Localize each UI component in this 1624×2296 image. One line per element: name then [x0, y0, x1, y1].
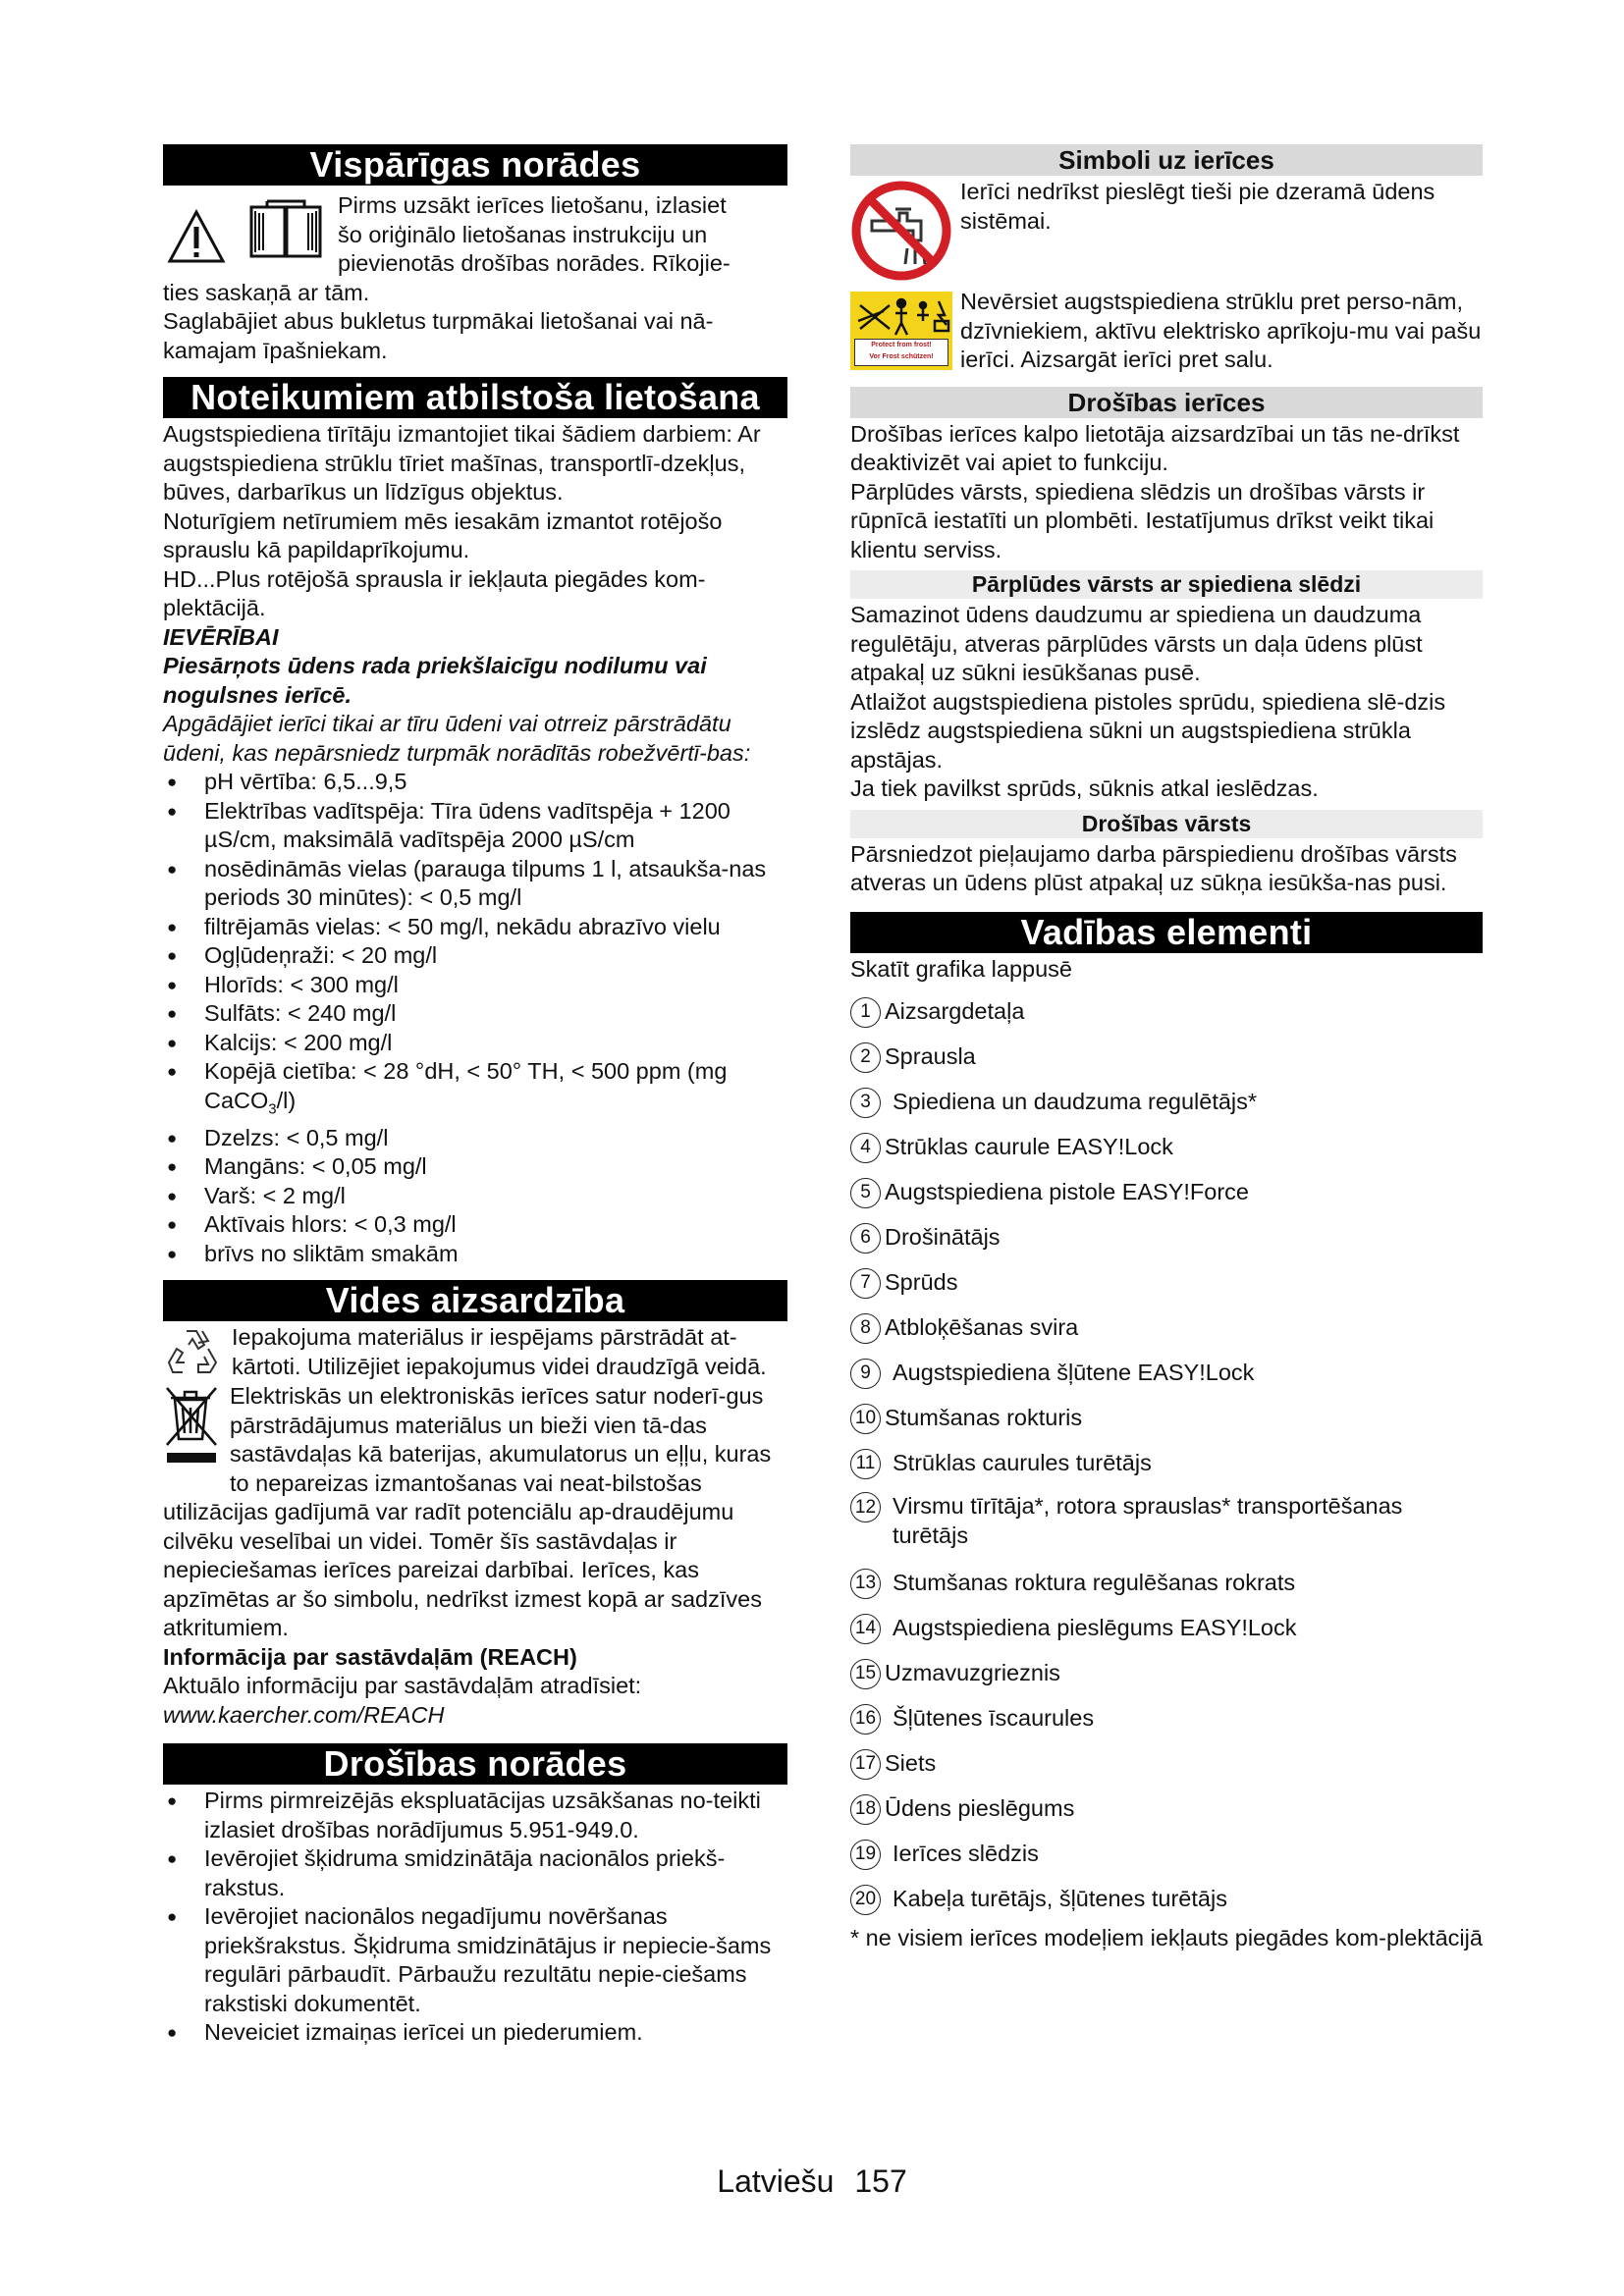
item-number: 17 [850, 1749, 881, 1780]
list-item [850, 989, 1483, 1035]
general-intro [163, 187, 787, 279]
list-item: ● Kalcijs: < 200 mg/l [163, 1029, 787, 1058]
item-number: 18 [850, 1794, 881, 1825]
list-item: ● Elektrības vadītspēja: Tīra ūdens vadītspēja + 1200 µS/cm, maksimālā vadītspēja 2000 µS/cm [163, 797, 787, 855]
list-item: ● Mangāns: < 0,05 mg/l [163, 1152, 787, 1182]
note-italic: Apgādājiet ierīci tikai ar tīru ūdeni vai otrreiz pārstrādātu ūdeni, kas nepārsniedz turpmāk norādītās robežvērtī-bas: [163, 711, 751, 766]
heading-controls: Vadības elementi [850, 912, 1483, 953]
item-label: Strūklas caurule EASY!Lock [885, 1134, 1173, 1160]
list-item [850, 1561, 1483, 1606]
item-label: Virsmu tīrītāja*, rotora sprauslas* transportēšanas turētājs [893, 1493, 1403, 1548]
intended-p2: Noturīgiem netīrumiem mēs iesakām izmantot rotējošo sprauslu kā papildaprīkojumu. [163, 507, 723, 562]
list-item [850, 1441, 1483, 1486]
list-item: ● Sulfāts: < 240 mg/l [163, 999, 787, 1029]
item-number: 1 [850, 997, 881, 1028]
list-item [850, 1396, 1483, 1441]
list-item: ● Kopējā cietība: < 28 °dH, < 50° TH, < 500 ppm (mg CaCO$_3$/l) [163, 1057, 787, 1124]
list-item: ● Varš: < 2 mg/l [163, 1182, 787, 1211]
intro-tail: ties saskaņā ar tām. [163, 279, 370, 305]
item-label: Spiediena un daudzuma regulētājs* [893, 1089, 1258, 1115]
symbol-1-text: Ierīci nedrīkst pieslēgt tieši pie dzeramā ūdens sistēmai. [960, 179, 1435, 234]
recycle-block [163, 1323, 787, 1382]
list-item [850, 1125, 1483, 1170]
overflow-p2: Atlaižot augstspiediena pistoles sprūdu, spiediena slē-dzis izslēdz augstspiediena sūkni un augstspiediena strūkla apstājas. [850, 688, 1446, 773]
heading-safety-valve: Drošības vārsts [850, 810, 1483, 838]
note-bold: Piesārņots ūdens rada priekšlaicīgu nodilumu vai nogulsnes ierīcē. [163, 653, 707, 708]
list-item: ● filtrējamās vielas: < 50 mg/l, nekādu abrazīvo vielu [163, 913, 787, 942]
item-label: Šļūtenes īscaurules [893, 1705, 1095, 1732]
item-label: Kabeļa turētājs, šļūtenes turētājs [893, 1886, 1227, 1912]
list-item: ● Ogļūdeņraži: < 20 mg/l [163, 941, 787, 971]
no-drinking-water-icon [850, 180, 952, 282]
symbol-2-text: Nevērsiet augstspiediena strūklu pret perso-nām, dzīvniekiem, aktīvu elektrisko aprīkoju-mu vai pašu ierīci. Aizsargāt ierīci pret salu. [960, 289, 1482, 372]
intro-line-2: šo oriģinālo lietošanas instrukciju un [338, 221, 708, 247]
list-item [850, 1080, 1483, 1125]
safety-devices-p1: Drošības ierīces kalpo lietotāja aizsardzībai un tās ne-drīkst deaktivizēt vai apiet to funkciju. [850, 420, 1460, 475]
item-number: 6 [850, 1223, 881, 1254]
note-title: IEVĒRĪBAI [163, 623, 279, 650]
safety-devices-p2: Pārplūdes vārsts, spiediena slēdzis un drošības vārsts ir rūpnīcā iestatīti un plombēti. Iestatījumus drīkst veikt tikai klientu serviss. [850, 478, 1435, 562]
frost-label-line-1: Protect from frost! [871, 342, 932, 348]
controls-intro: Skatīt grafika lappusē [850, 955, 1072, 982]
reach-title: Informācija par sastāvdaļām (REACH) [163, 1643, 577, 1670]
list-item [850, 1696, 1483, 1741]
symbol-row-2 [850, 288, 1483, 375]
item-label: Atbloķēšanas svira [885, 1314, 1079, 1341]
symbol-row-1 [850, 178, 1483, 282]
page-number: 157 [854, 2163, 907, 2199]
heading-intended-use: Noteikumiem atbilstoša lietošana [163, 377, 787, 418]
list-item: ● Hlorīds: < 300 mg/l [163, 971, 787, 1000]
item-number: 5 [850, 1178, 881, 1208]
safety-valve-p1: Pārsniedzot pieļaujamo darba pārspiedienu drošības vārsts atveras un ūdens plūst atpakaļ uz sūkņa iesūkša-nas pusi. [850, 840, 1457, 895]
item-label: Augstspiediena pistole EASY!Force [885, 1179, 1249, 1205]
list-item [850, 1486, 1483, 1561]
frost-label-line-2: Vor Frost schützen! [869, 353, 934, 360]
item-label: Stumšanas roktura regulēšanas rokrats [893, 1570, 1296, 1596]
list-item: ● pH vērtība: 6,5...9,5 [163, 768, 787, 797]
list-item: ● Pirms pirmreizējās ekspluatācijas uzsākšanas no-teikti izlasiet drošības norādījumus 5.951-949.0. [163, 1787, 787, 1844]
item-label: Sprausla [885, 1043, 976, 1070]
item-label: Siets [885, 1750, 937, 1777]
list-item [850, 1877, 1483, 1922]
list-item: ● Aktīvais hlors: < 0,3 mg/l [163, 1210, 787, 1240]
warning-and-manual-icons [163, 187, 338, 276]
heading-general: Vispārīgas norādes [163, 144, 787, 186]
list-item [850, 1787, 1483, 1832]
item-label: Ūdens pieslēgums [885, 1795, 1075, 1822]
overflow-p3: Ja tiek pavilkst sprūds, sūknis atkal ieslēdzas. [850, 775, 1319, 801]
item-label: Aizsargdetaļa [885, 998, 1025, 1025]
recycle-icon [163, 1325, 228, 1382]
frost-label [854, 339, 948, 366]
safety-list [163, 1787, 787, 2048]
item-label: Uzmavuzgrieznis [885, 1660, 1060, 1686]
list-item [850, 1832, 1483, 1877]
item-label: Drošinātājs [885, 1224, 1001, 1251]
item-label: Augstspiediena pieslēgums EASY!Lock [893, 1615, 1297, 1641]
heading-safety-devices: Drošības ierīces [850, 387, 1483, 418]
water-limits-list [163, 768, 787, 1268]
page-footer [0, 2162, 1624, 2201]
manual-book-icon [247, 199, 324, 262]
list-item [850, 1260, 1483, 1306]
list-item [850, 1651, 1483, 1696]
keep-booklets: Saglabājiet abus bukletus turpmākai lietošanai vai nā-kamajam īpašniekam. [163, 308, 714, 363]
item-label: Strūklas caurules turētājs [893, 1450, 1152, 1476]
weee-paragraph [163, 1382, 787, 1643]
recycle-text: Iepakojuma materiālus ir iespējams pārstrādāt at-kārtoti. Utilizējiet iepakojumus videi draudzīgā veidā. [232, 1324, 767, 1379]
overflow-p1: Samazinot ūdens daudzumu ar spiediena un daudzuma regulētāju, atveras pārplūdes vārsts un daļa ūdens plūst atpakaļ uz sūkni iesūkšanas pusē. [850, 602, 1423, 685]
item-number: 11 [850, 1449, 881, 1479]
item-number: 2 [850, 1042, 881, 1073]
item-label: Sprūds [885, 1269, 958, 1296]
list-item [850, 1351, 1483, 1396]
item-number: 16 [850, 1704, 881, 1735]
reach-text: Aktuālo informāciju par sastāvdaļām atradīsiet: [163, 1673, 642, 1699]
list-item: ● Ievērojiet šķidruma smidzinātāja nacionālos priekš-rakstus. [163, 1844, 787, 1902]
item-number: 10 [850, 1404, 881, 1434]
intended-p1: Augstspiediena tīrītāju izmantojiet tikai šādiem darbiem: Ar augstspiediena strūklu tīriet mašīnas, transportlī-dzekļus, būves, darbarīkus un līdzīgus objektus. [163, 421, 761, 505]
item-number: 20 [850, 1885, 881, 1915]
intro-line-3: pievienotās drošības norādes. Rīkojie- [338, 250, 731, 276]
item-label: Augstspiediena šļūtene EASY!Lock [893, 1360, 1255, 1386]
item-number: 19 [850, 1840, 881, 1870]
left-column [163, 144, 787, 2048]
intro-line-1: Pirms uzsākt ierīces lietošanu, izlasiet [338, 192, 727, 218]
heading-symbols: Simboli uz ierīces [850, 144, 1483, 176]
item-number: 13 [850, 1569, 881, 1599]
controls-list [850, 989, 1483, 1922]
right-column [850, 144, 1483, 1953]
list-item: ● nosēdināmās vielas (parauga tilpums 1 l, atsaukša-nas periods 30 minūtes): < 0,5 mg/l [163, 855, 787, 913]
warning-triangle-icon [167, 209, 226, 264]
weee-block [163, 1382, 787, 1643]
list-item [850, 1741, 1483, 1787]
list-item: ● Ievērojiet nacionālos negadījumu novēršanas priekšrakstus. Šķidruma smidzinātājus ir nepiecie-šams regulāri pārbaudīt. Pārbaužu rezultātu nepie-ciešams rakstiski dokumentēt. [163, 1902, 787, 2018]
heading-safety-instructions: Drošības norādes [163, 1743, 787, 1785]
reach-link[interactable]: www.kaercher.com/REACH [163, 1701, 445, 1728]
item-label: Ierīces slēdzis [893, 1841, 1039, 1867]
warning-label-icon [850, 292, 952, 370]
list-item: ● Dzelzs: < 0,5 mg/l [163, 1124, 787, 1153]
item-number: 8 [850, 1313, 881, 1344]
heading-environment: Vides aizsardzība [163, 1280, 787, 1321]
list-item [850, 1306, 1483, 1351]
controls-footnote: * ne visiem ierīces modeļiem iekļauts piegādes kom-plektācijā [850, 1925, 1483, 1950]
list-item [850, 1215, 1483, 1260]
intended-p3: HD...Plus rotējošā sprausla ir iekļauta piegādes kom-plektācijā. [163, 565, 706, 620]
weee-body: Elektriskās un elektroniskās ierīces satur noderī-gus pārstrādājumus materiālus un bieži vien tā-das sastāvdaļas kā baterijas, akumulatorus un eļļu, kuras to nepareizas izmantošanas vai neat-bilstošas utilizācijas gadījumā var radīt potenciālu ap-draudējumu cilvēku veselībai un videi. Tomēr šīs sastāvdaļas ir nepieciešamas ierīces pareizai darbībai. Ierīces, kas apzīmētas ar šo simbolu, nedrīkst izmest kopā ar sadzīves atkritumiem. [163, 1383, 772, 1641]
list-item [850, 1606, 1483, 1651]
item-number: 4 [850, 1133, 881, 1163]
list-item: ● brīvs no sliktām smakām [163, 1240, 787, 1269]
item-number: 9 [850, 1359, 881, 1389]
item-number: 14 [850, 1614, 881, 1644]
item-number: 3 [850, 1088, 881, 1118]
heading-overflow-valve: Pārplūdes vārsts ar spiediena slēdzi [850, 570, 1483, 599]
list-item [850, 1170, 1483, 1215]
list-item [850, 1035, 1483, 1080]
list-item: ● Neveiciet izmaiņas ierīcei un piederumiem. [163, 2018, 787, 2048]
item-number: 12 [850, 1492, 881, 1522]
item-number: 15 [850, 1659, 881, 1689]
item-number: 7 [850, 1268, 881, 1299]
footer-language: Latviešu [717, 2163, 835, 2199]
item-label: Stumšanas rokturis [885, 1405, 1083, 1431]
